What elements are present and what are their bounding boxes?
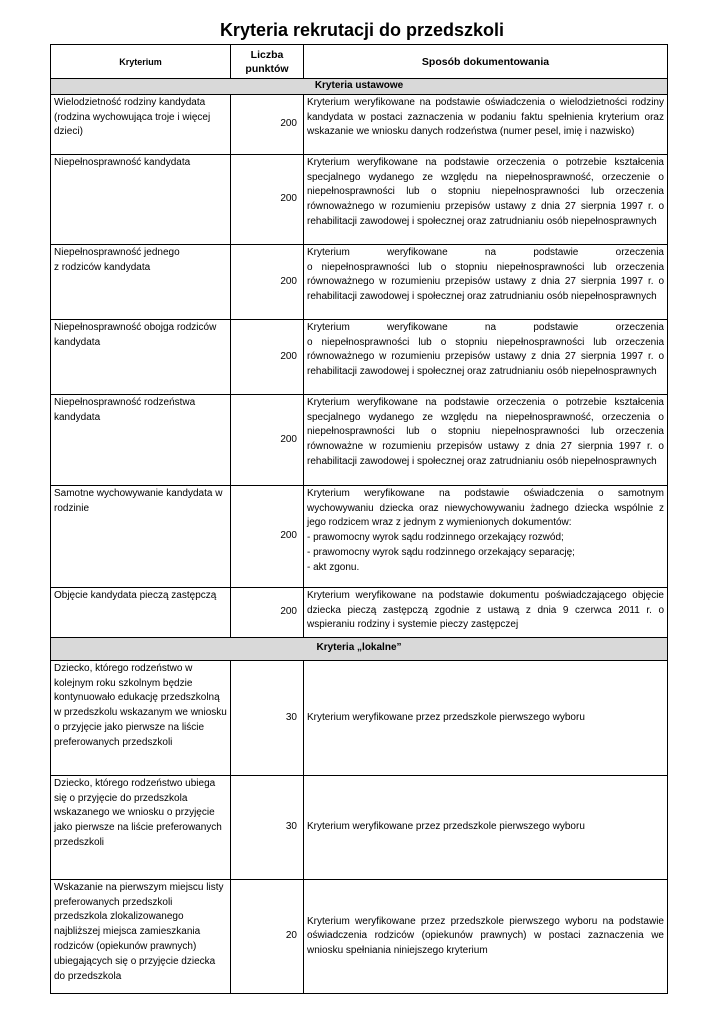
points-cell: 200 [231, 394, 304, 485]
section-row [51, 79, 668, 95]
method-line: Kryterium weryfikowane na podstawie orzeczenia [307, 246, 664, 258]
method-cell: Kryterium weryfikowane przez przedszkole pierwszego wyboru [304, 660, 668, 775]
method-cell [304, 485, 668, 587]
method-cell: Kryterium weryfikowane na podstawie dokumentu poświadczającego objęcie dziecka pieczą zastępczą zgodnie z ustawą z dnia 9 czerwca 2011 r. o wspieraniu rodziny i systemie pieczy zastępczej [304, 587, 668, 637]
method-text: Kryterium weryfikowane na podstawie oświadczenia o samotnym wychowywaniu dziecka oraz niewychowywaniu żadnego dziecka wspólnie z jego rodzicem wraz z jednym z wymienionych dokumentów: [307, 487, 664, 529]
header-criterion: Kryterium [51, 45, 231, 79]
method-text: o niepełnosprawności lub o stopniu niepełnosprawności lub orzeczenia równoważnego w rozumieniu przepisów ustawy z dnia 27 sierpnia 1997 r. o rehabilitacji zawodowej i społecznej oraz zatrudnianiu osób niepełnosprawnych [307, 261, 664, 303]
table-row [51, 660, 668, 775]
criterion-cell: Samotne wychowywanie kandydata w rodzinie [51, 485, 231, 587]
points-cell: 200 [231, 94, 304, 154]
criterion-cell: Objęcie kandydata pieczą zastępczą [51, 587, 231, 637]
criterion-cell: Niepełnosprawność kandydata [51, 154, 231, 244]
method-cell: Kryterium weryfikowane przez przedszkole pierwszego wyboru na podstawie oświadczenia rodziców (opiekunów prawnych) w postaci zaznaczenia we wniosku spełniania niniejszego kryterium [304, 879, 668, 993]
criterion-cell: Niepełnosprawność rodzeństwa kandydata [51, 394, 231, 485]
table-row [51, 394, 668, 485]
table-row [51, 485, 668, 587]
page-title: Kryteria rekrutacji do przedszkoli [219, 20, 505, 40]
method-list-item: - prawomocny wyrok sądu rodzinnego orzekający separację; [307, 546, 575, 558]
method-list-item: - akt zgonu. [307, 561, 360, 573]
table-row [51, 154, 668, 244]
method-text: o niepełnosprawności lub o stopniu niepełnosprawności lub orzeczenia równoważnego w rozumieniu przepisów ustawy z dnia 27 sierpnia 1997 r. o rehabilitacji zawodowej i społecznej oraz zatrudnianiu osób niepełnosprawnych [307, 336, 664, 378]
section-statutory: Kryteria ustawowe [51, 79, 668, 95]
header-points [231, 45, 304, 79]
method-cell [304, 244, 668, 319]
criterion-cell: Wielodzietność rodziny kandydata (rodzina wychowująca troje i więcej dzieci) [51, 94, 231, 154]
criterion-cell: Dziecko, którego rodzeństwo ubiega się o przyjęcie do przedszkola wskazanego we wniosku o przyjęcie jako pierwsze na liście preferowanych przedszkoli [51, 775, 231, 879]
points-cell: 200 [231, 319, 304, 394]
method-cell: Kryterium weryfikowane na podstawie oświadczenia o wielodzietności rodziny kandydata w postaci zaznaczenia w podaniu faktu spełnienia kryterium oraz wskazanie we wniosku danych rodzeństwa (numer pesel, imię i nazwisko) [304, 94, 668, 154]
criterion-cell: Niepełnosprawność obojga rodziców kandydata [51, 319, 231, 394]
points-cell: 30 [231, 660, 304, 775]
header-points-line1: Liczba [250, 49, 284, 61]
criterion-line: Niepełnosprawność jednego [54, 246, 180, 258]
points-cell: 200 [231, 587, 304, 637]
criterion-line: z rodziców kandydata [54, 261, 151, 273]
criterion-cell: Wskazanie na pierwszym miejscu listy preferowanych przedszkoli przedszkola zlokalizowanego najbliższej miejsca zamieszkania rodziców (opiekunów prawnych) ubiegających się o przyjęcie dziecka do przedszkola [51, 879, 231, 993]
table-row [51, 94, 668, 154]
table-header-row [51, 45, 668, 79]
header-points-line2: punktów [245, 63, 289, 75]
criteria-table [50, 44, 668, 994]
points-cell: 200 [231, 154, 304, 244]
section-local: Kryteria „lokalne” [51, 637, 668, 660]
method-line: Kryterium weryfikowane na podstawie orzeczenia [307, 321, 664, 333]
points-cell: 200 [231, 485, 304, 587]
method-cell: Kryterium weryfikowane przez przedszkole pierwszego wyboru [304, 775, 668, 879]
section-row [51, 637, 668, 660]
method-cell: Kryterium weryfikowane na podstawie orzeczenia o potrzebie kształcenia specjalnego wydanego ze względu na niepełnosprawność, orzeczenia o niepełnosprawności lub o stopniu niepełnosprawności lub orzeczenia równoważne w rozumieniu przepisów ustawy z dnia 27 sierpnia 1997 r. o rehabilitacji zawodowej i społecznej oraz zatrudnianiu osób niepełnosprawnych [304, 394, 668, 485]
method-cell [304, 319, 668, 394]
criterion-cell [51, 244, 231, 319]
table-row [51, 775, 668, 879]
points-cell: 20 [231, 879, 304, 993]
table-row [51, 319, 668, 394]
method-cell: Kryterium weryfikowane na podstawie orzeczenia o potrzebie kształcenia specjalnego wydanego ze względu na niepełnosprawność, orzeczenie o niepełnosprawności lub o stopniu niepełnosprawności lub orzeczenia równoważnego w rozumieniu przepisów ustawy z dnia 27 sierpnia 1997 r. o rehabilitacji zawodowej i społecznej oraz zatrudnianiu osób niepełnosprawnych [304, 154, 668, 244]
points-cell: 200 [231, 244, 304, 319]
table-row [51, 587, 668, 637]
criterion-cell: Dziecko, którego rodzeństwo w kolejnym roku szkolnym będzie kontynuowało edukację przedszkolną w przedszkolu wskazanym we wniosku o przyjęcie jako pierwsze na liście preferowanych przedszkoli [51, 660, 231, 775]
points-cell: 30 [231, 775, 304, 879]
table-row [51, 244, 668, 319]
method-list-item: - prawomocny wyrok sądu rodzinnego orzekający rozwód; [307, 532, 564, 544]
table-row [51, 879, 668, 993]
header-method: Sposób dokumentowania [304, 45, 668, 79]
